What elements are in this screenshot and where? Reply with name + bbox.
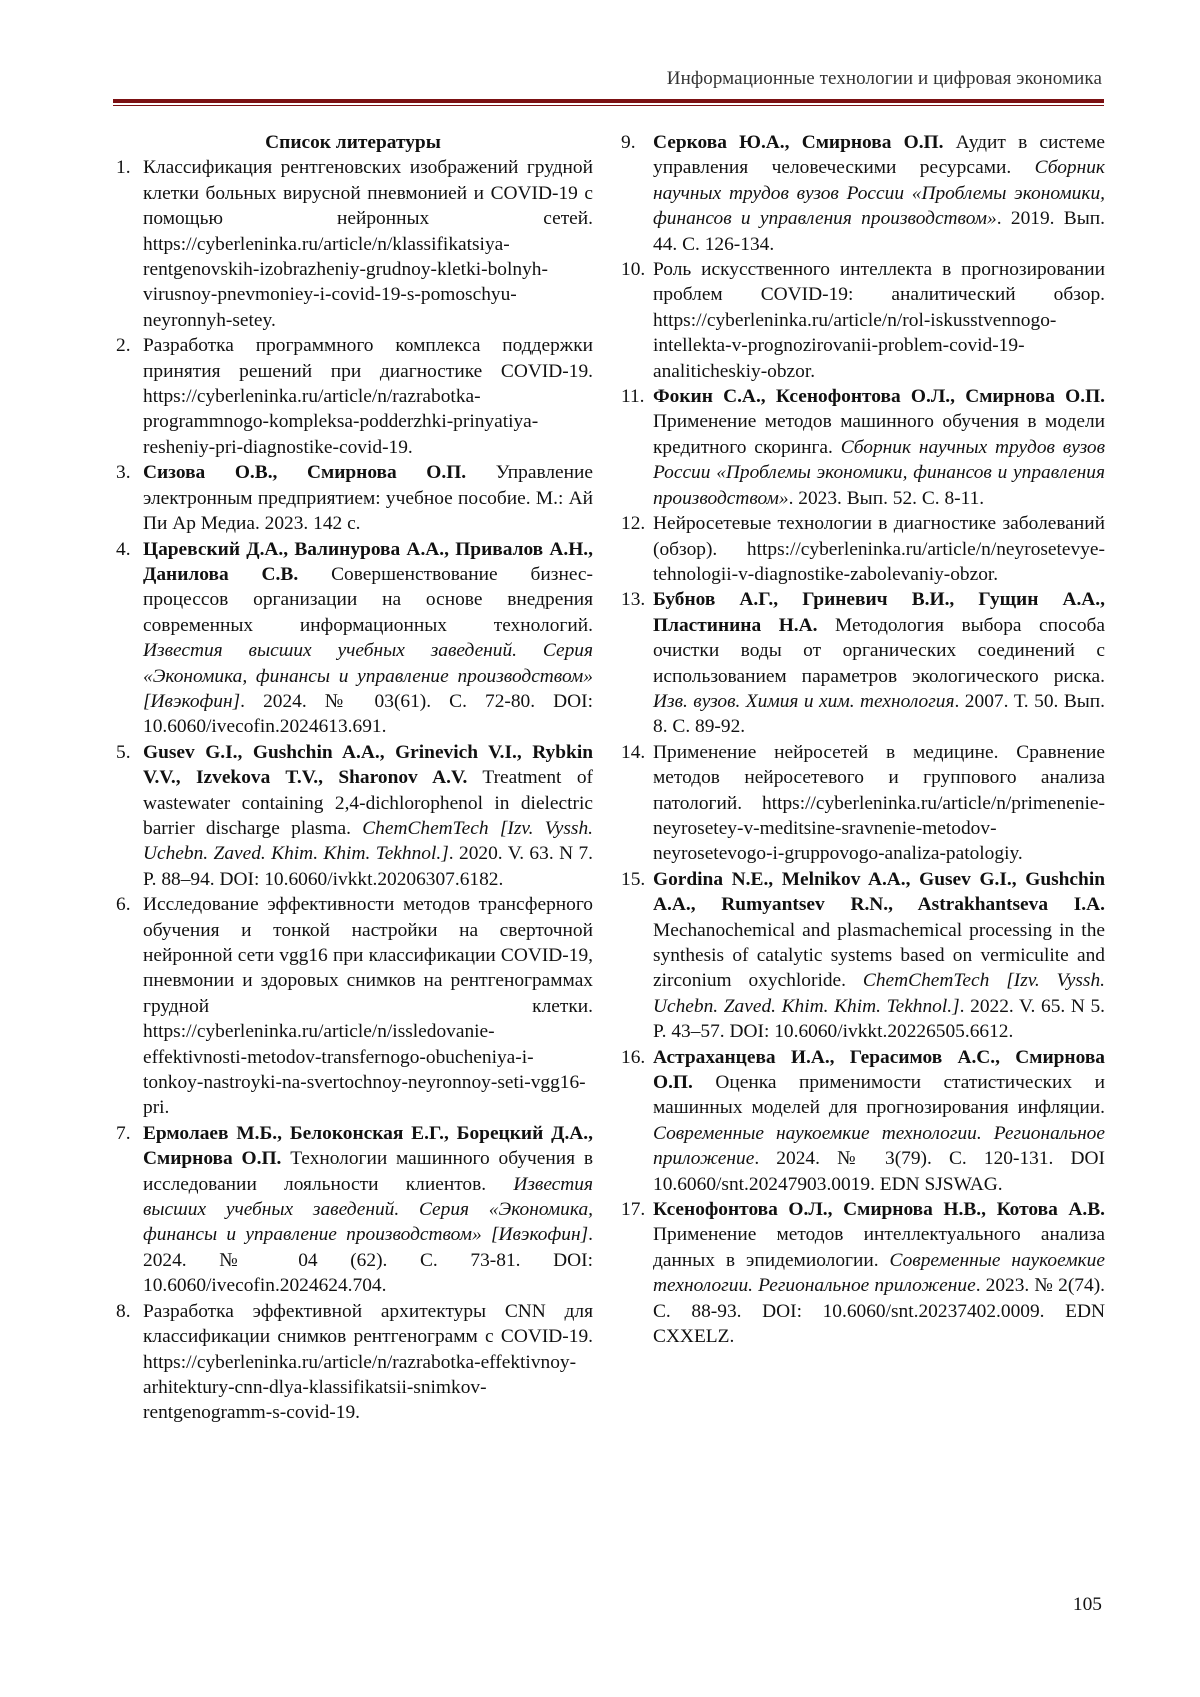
reference-text: Treatment of wastewater containing 2,4-dichlorophenol in dielectric barrier discharge plasma. [143,767,593,839]
reference-details: . 2024. № 03(61). С. 72-80. DOI: 10.6060/ivecofin.2024613.691. [143,690,593,738]
reference-number: 16. [621,1046,646,1068]
reference-item [113,1121,593,1299]
reference-number: 4. [116,538,131,560]
reference-item [113,155,593,333]
reference-number: 12. [621,513,646,535]
reference-details: . 2022. V. 65. N 5. P. 43–57. DOI: 10.6060/ivkkt.20226505.6612. [653,995,1106,1043]
reference-number: 13. [621,589,646,611]
reference-text: Разработка программного комплекса поддержки принятия решений при диагностике COVID-19. https://cyberleninka.ru/article/n/razrabotka-programmnogo-kompleksa-podderzhki-prinyatiya-resheniy-pri-diagnostike-covid-19. [143,335,593,458]
reference-authors: Астраханцева И.А., Герасимов А.С., Смирнова О.П. [653,1046,1105,1094]
reference-item [113,333,593,460]
reference-text: Классификация рентгеновских изображений грудной клетки больных вирусной пневмонией и COVID-19 с помощью нейронных сетей. https://cyberleninka.ru/article/n/klassifikatsiya-rentgenovskih-izobrazheniy-grudnoy-kletki-bolnyh-virusnoy-pnevmoniey-i-covid-19-s-pomoschyu-neyronnyh-setey. [143,157,593,331]
reference-source: Сборник научных трудов вузов России «Проблемы экономики, финансов и управления производством» [653,436,1105,509]
reference-item [621,1197,1105,1349]
reference-text: Применение методов интеллектуального анализа данных в эпидемиологии. [653,1224,1105,1271]
reference-source: Изв. вузов. Химия и хим. технология [653,690,955,712]
reference-details: . 2020. V. 63. N 7. P. 88–94. DOI: 10.6060/ivkkt.20206307.6182. [143,843,594,890]
reference-text: Совершенствование бизнес-процессов организации на основе внедрения современных информационных технологий. [143,563,593,636]
reference-text: Применение нейросетей в медицине. Сравнение методов нейросетевого и группового анализа патологий. https://cyberleninka.ru/article/n/primenenie-neyrosetey-v-meditsine-sravnenie-metodov-neyrosetevogo-i-gruppovogo-analiza-patologiy. [653,741,1105,865]
reference-text: Методология выбора способа очистки воды от органических соединений с использованием параметров экологического риска. [653,614,1105,687]
reference-text: Управление электронным предприятием: учебное пособие. М.: Ай Пи Ар Медиа. 2023. 142 с. [143,462,593,535]
reference-text: Применение методов машинного обучения в модели кредитного скоринга. [653,411,1105,458]
reference-authors: Gordina N.E., Melnikov A.A., Gusev G.I., Gushchin A.A., Rumyantsev R.N., Astrakhantseva I.A. [653,868,1105,916]
reference-item [621,511,1105,587]
reference-number: 9. [621,132,636,153]
reference-authors: Серкова Ю.А., Смирнова О.П. [653,132,944,153]
reference-text: Разработка эффективной архитектуры CNN для классификации снимков рентгенограмм с COVID-19. https://cyberleninka.ru/article/n/razrabotka-effektivnoy-arhitektury-cnn-dlya-klassifikatsii-snimkov-rentgenogramm-s-covid-19. [143,1300,593,1424]
running-title: Информационные технологии и цифровая экономика [666,68,1102,89]
reference-item [113,1299,593,1426]
reference-item [113,740,593,892]
reference-authors: Фокин С.А., Ксенофонтова О.Л., Смирнова О.П. [653,386,1105,408]
reference-authors: Царевский Д.А., Валинурова А.А., Привалов А.Н., Данилова С.В. [143,538,593,585]
reference-item [621,130,1105,257]
reference-source: Современные наукоемкие технологии. Региональное приложение [653,1249,1105,1297]
reference-item [621,740,1105,867]
reference-authors: Сизова О.В., Смирнова О.П. [143,462,467,484]
reference-item [621,587,1105,739]
page-number: 105 [1072,1594,1102,1615]
reference-details: . 2019. Вып. 44. С. 126-134. [653,208,1105,255]
reference-number: 11. [621,386,645,408]
reference-text: Нейросетевые технологии в диагностике заболеваний (обзор). https://cyberleninka.ru/article/n/neyrosetevye-tehnologii-v-diagnostike-zabolevaniy-obzor. [653,513,1105,585]
references-heading: Список литературы [265,132,441,153]
reference-number: 3. [116,462,131,484]
reference-number: 1. [116,157,131,179]
reference-list-right [621,130,1105,1350]
reference-details: . 2023. Вып. 52. С. 8-11. [788,487,985,509]
header-rule-thin [113,105,1104,106]
reference-authors: Бубнов А.Г., Гриневич В.И., Гущин А.А., Пластинина Н.А. [653,589,1105,636]
reference-number: 8. [116,1300,131,1322]
reference-text: Исследование эффективности методов трансферного обучения и тонкой настройки на сверточной нейронной сети vgg16 при классификации COVID-19, пневмонии и здоровых снимков на рентгенограммах грудной клетки. https://cyberleninka.ru/article/n/issledovanie-effektivnosti-metodov-transfernogo-obucheniya-i-tonkoy-nastroyki-na-svertochnoy-neyronnoy-seti-vgg16-pri. [143,894,593,1119]
reference-item [621,384,1105,511]
reference-number: 2. [116,335,131,357]
reference-number: 15. [621,868,646,890]
reference-item [621,1045,1105,1197]
reference-number: 5. [116,741,131,763]
left-column [113,130,593,1426]
reference-details: . 2024. № 3(79). С. 120-131. DOI 10.6060/snt.20247903.0019. EDN SJSWAG. [653,1148,1105,1195]
reference-number: 10. [621,259,646,281]
reference-text: Оценка применимости статистических и машинных моделей для прогнозирования инфляции. [653,1072,1105,1119]
reference-text: Роль искусственного интеллекта в прогнозировании проблем COVID-19: аналитический обзор. https://cyberleninka.ru/article/n/rol-iskusstvennogo-intellekta-v-prognozirovanii-problem-covid-19-analiticheskiy-obzor. [653,259,1105,382]
reference-source: Сборник научных трудов вузов России «Проблемы экономики, финансов и управления производством» [653,157,1105,230]
reference-text: Аудит в системе управления человеческими ресурсами. [653,132,1105,179]
reference-number: 17. [621,1199,646,1221]
reference-text: Mechanochemical and plasmachemical processing in the synthesis of catalytic systems based on vermiculite and zirconium oxychloride. [653,919,1105,992]
reference-item [621,257,1105,384]
reference-number: 14. [621,741,646,763]
header-rule [113,99,1104,103]
reference-text: Технологии машинного обучения в исследовании лояльности клиентов. [143,1148,594,1195]
reference-item [113,892,593,1121]
reference-details: . 2023. № 2(74). С. 88-93. DOI: 10.6060/snt.20237402.0009. EDN CXXELZ. [653,1275,1106,1348]
right-column [621,130,1105,1350]
reference-authors: Gusev G.I., Gushchin A.A., Grinevich V.I., Rybkin V.V., Izvekova T.V., Sharonov A.V. [143,741,593,789]
reference-source: Известия высших учебных заведений. Серия «Экономика, финансы и управление производством» [Ивэкофин] [143,640,593,712]
reference-details: . 2007. Т. 50. Вып. 8. С. 89-92. [653,690,1106,738]
reference-details: . 2024. № 04 (62). С. 73-81. DOI: 10.6060/ivecofin.2024624.704. [143,1224,593,1297]
reference-number: 6. [116,894,131,916]
reference-item [113,460,593,536]
reference-source: ChemChemTech [Izv. Vyssh. Uchebn. Zaved. Khim. Khim. Tekhnol.] [143,817,593,865]
reference-number: 7. [116,1122,131,1144]
reference-item [113,537,593,740]
reference-item [621,867,1105,1045]
reference-source: Современные наукоемкие технологии. Региональное приложение [653,1122,1105,1170]
reference-authors: Ксенофонтова О.Л., Смирнова Н.В., Котова А.В. [653,1199,1105,1221]
reference-authors: Ермолаев М.Б., Белоконская Е.Г., Борецкий Д.А., Смирнова О.П. [143,1122,593,1170]
reference-list-left [113,155,593,1425]
reference-source: ChemChemTech [Izv. Vyssh. Uchebn. Zaved. Khim. Khim. Tekhnol.] [653,970,1105,1017]
reference-source: Известия высших учебных заведений. Серия «Экономика, финансы и управление производством» [Ивэкофин] [143,1173,593,1246]
